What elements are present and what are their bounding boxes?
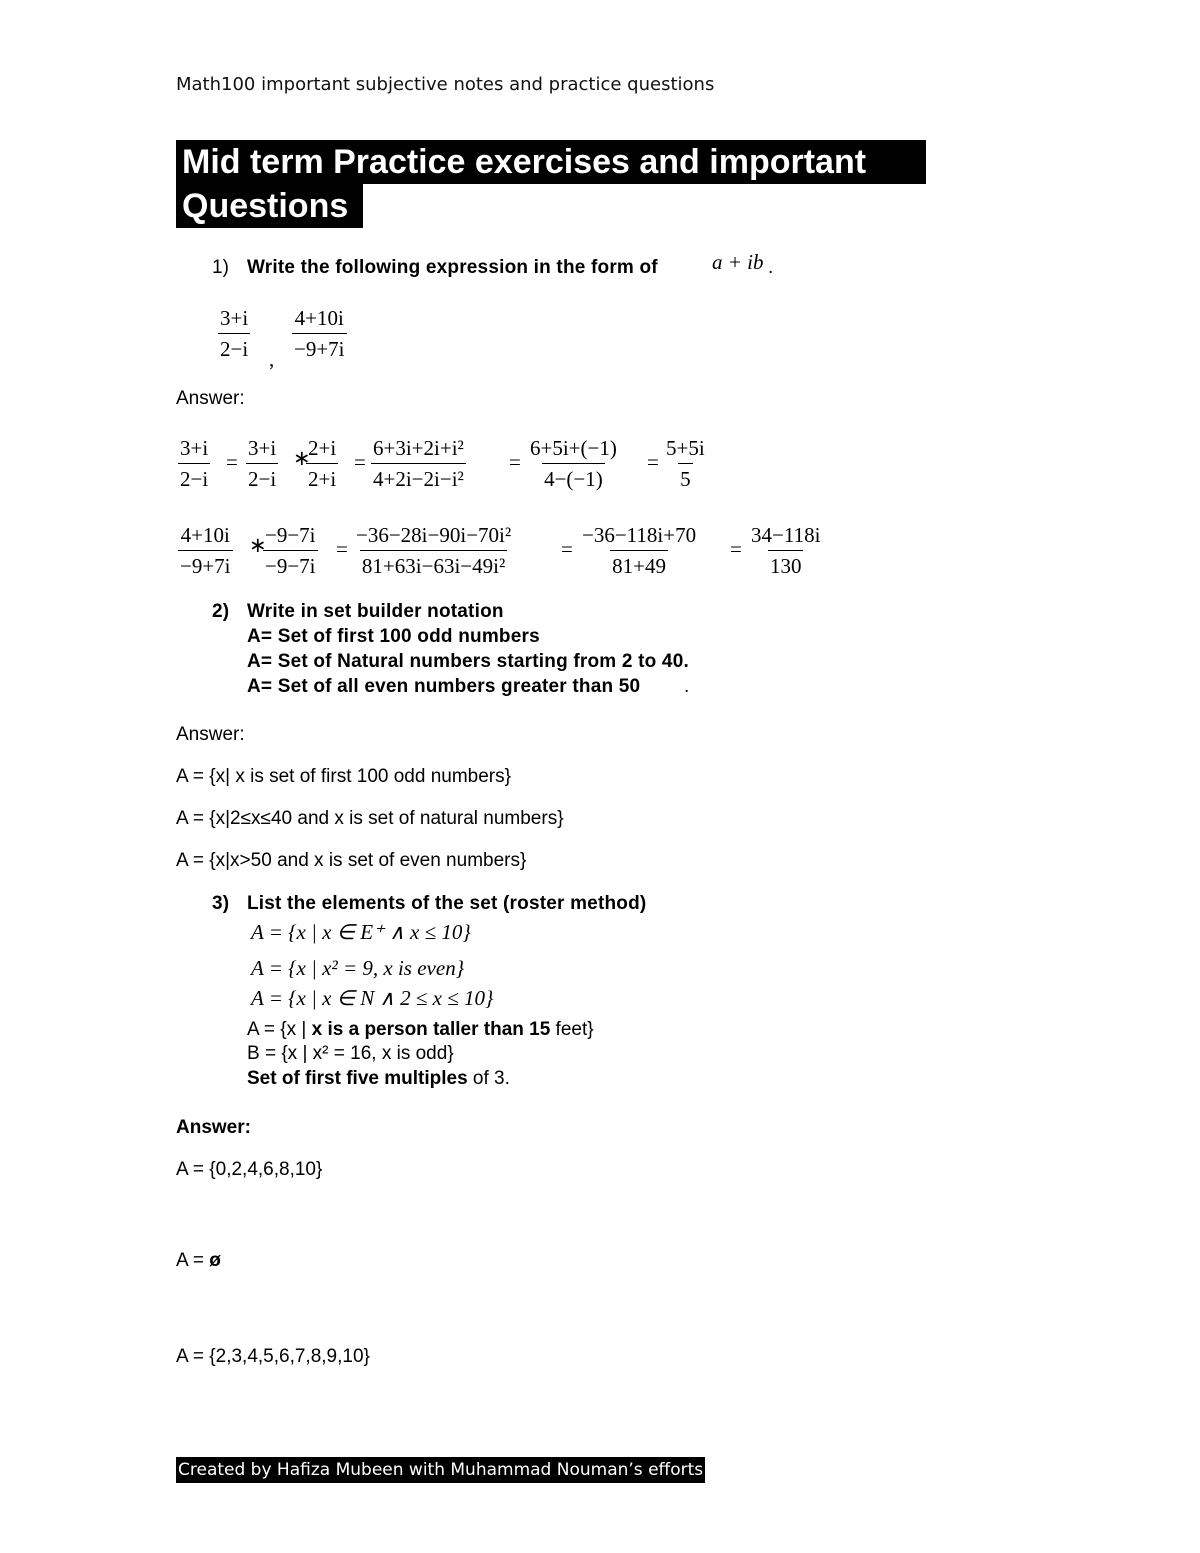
fraction-numerator: 4+10i xyxy=(180,523,230,547)
a3-line-3: A = {2,3,4,5,6,7,8,9,10} xyxy=(176,1346,370,1367)
a3-line-2 xyxy=(176,1250,221,1272)
q3-math-3: A = {x | x ∈ N ∧ 2 ≤ x ≤ 10} xyxy=(251,986,494,1010)
a1-fraction xyxy=(178,433,210,494)
a1-fraction xyxy=(263,520,318,581)
fraction-denominator: −9−7i xyxy=(263,550,318,581)
fraction-numerator: 2+i xyxy=(308,436,337,460)
q3-title: List the elements of the set (roster method) xyxy=(247,893,647,914)
a1-fraction xyxy=(371,433,466,494)
page-header: Math100 important subjective notes and practice questions xyxy=(176,74,715,95)
q3-number: 3) xyxy=(212,893,230,914)
fraction-denominator: 5 xyxy=(678,463,693,494)
q1-expression-2 xyxy=(292,303,347,364)
fraction-denominator: 2−i xyxy=(178,463,210,494)
fraction-denominator: 2+i xyxy=(306,463,338,494)
fraction-numerator: 6+5i+(−1) xyxy=(530,436,617,460)
equals-sign: = xyxy=(226,450,238,474)
answer-label-3: Answer: xyxy=(176,1117,251,1138)
times-sign: ∗ xyxy=(293,446,311,470)
q1-number: 1) xyxy=(212,257,229,278)
fraction-numerator: −9−7i xyxy=(265,523,316,547)
fraction-numerator: 3+i xyxy=(220,306,249,330)
a1-fraction xyxy=(306,433,338,494)
q3-math-1: A = {x | x ∈ E⁺ ∧ x ≤ 10} xyxy=(251,920,471,944)
q3-line-6 xyxy=(247,1068,510,1090)
q3-line-4 xyxy=(247,1019,594,1041)
answer-label-1: Answer: xyxy=(176,388,245,409)
times-sign: ∗ xyxy=(249,533,267,557)
answer-label-2: Answer: xyxy=(176,724,245,745)
equals-sign: = xyxy=(561,537,573,561)
a1-fraction xyxy=(528,433,619,494)
q3-line-6-end: of 3. xyxy=(467,1068,510,1089)
fraction-numerator: 5+5i xyxy=(666,436,705,460)
q2-line-2: A= Set of Natural numbers starting from 2 to 40. xyxy=(247,651,689,672)
title-line-1: Mid term Practice exercises and important xyxy=(176,140,926,184)
q2-line-1: A= Set of first 100 odd numbers xyxy=(247,626,540,647)
equals-sign: = xyxy=(509,450,521,474)
fraction-denominator: 4−(−1) xyxy=(542,463,605,494)
fraction-numerator: 3+i xyxy=(248,436,277,460)
fraction-denominator: 2−i xyxy=(218,333,250,364)
q3-line-4-start: A = {x | xyxy=(247,1019,312,1040)
a1-fraction xyxy=(580,520,698,581)
fraction-numerator: 34−118i xyxy=(751,523,821,547)
fraction-denominator: 81+49 xyxy=(610,550,668,581)
fraction-denominator: 2−i xyxy=(246,463,278,494)
title-line-2: Questions xyxy=(176,184,363,228)
q2-number: 2) xyxy=(212,601,230,622)
q3-line-4-end: feet} xyxy=(550,1019,594,1040)
fraction-denominator: −9+7i xyxy=(178,550,233,581)
a1-fraction xyxy=(664,433,707,494)
a2-line-1: A = {x| x is set of first 100 odd numbers} xyxy=(176,766,511,787)
q1-comma: , xyxy=(269,347,275,371)
equals-sign: = xyxy=(647,450,659,474)
fraction-denominator: 130 xyxy=(768,550,804,581)
fraction-denominator: 81+63i−63i−49i² xyxy=(360,550,507,581)
page-footer: Created by Hafiza Mubeen with Muhammad Nouman’s efforts xyxy=(176,1457,705,1483)
fraction-numerator: 3+i xyxy=(180,436,209,460)
equals-sign: = xyxy=(354,450,366,474)
fraction-denominator: 4+2i−2i−i² xyxy=(371,463,466,494)
a2-line-3: A = {x|x>50 and x is set of even numbers} xyxy=(176,850,527,871)
q1-end: . xyxy=(768,257,774,278)
q3-math-2: A = {x | x² = 9, x is even} xyxy=(251,956,465,980)
equals-sign: = xyxy=(336,537,348,561)
q1-expression-1 xyxy=(218,303,250,364)
fraction-numerator: −36−28i−90i−70i² xyxy=(356,523,512,547)
q3-line-5: B = {x | x² = 16, x is odd} xyxy=(247,1043,454,1064)
a3-line-1: A = {0,2,4,6,8,10} xyxy=(176,1159,323,1180)
a1-fraction xyxy=(246,433,278,494)
q3-line-6-bold: Set of first five multiples xyxy=(247,1068,468,1089)
a1-fraction xyxy=(749,520,822,581)
fraction-numerator: −36−118i+70 xyxy=(582,523,697,547)
q2-line-3: A= Set of all even numbers greater than 50 xyxy=(247,676,641,697)
q1-text: Write the following expression in the form of xyxy=(247,257,658,278)
q3-line-4-bold: x is a person taller than 15 xyxy=(311,1019,551,1040)
a3-line-2-start: A = xyxy=(176,1250,210,1271)
a1-fraction xyxy=(354,520,513,581)
fraction-numerator: 4+10i xyxy=(294,306,344,330)
equals-sign: = xyxy=(730,537,742,561)
q2-line-3-end: . xyxy=(684,676,690,697)
q2-title: Write in set builder notation xyxy=(247,601,504,622)
a2-line-2: A = {x|2≤x≤40 and x is set of natural numbers} xyxy=(176,808,564,829)
fraction-numerator: 6+3i+2i+i² xyxy=(373,436,464,460)
fraction-denominator: −9+7i xyxy=(292,333,347,364)
empty-set-symbol: ø xyxy=(209,1250,221,1271)
a1-fraction xyxy=(178,520,233,581)
q1-form: a + ib xyxy=(712,250,764,274)
